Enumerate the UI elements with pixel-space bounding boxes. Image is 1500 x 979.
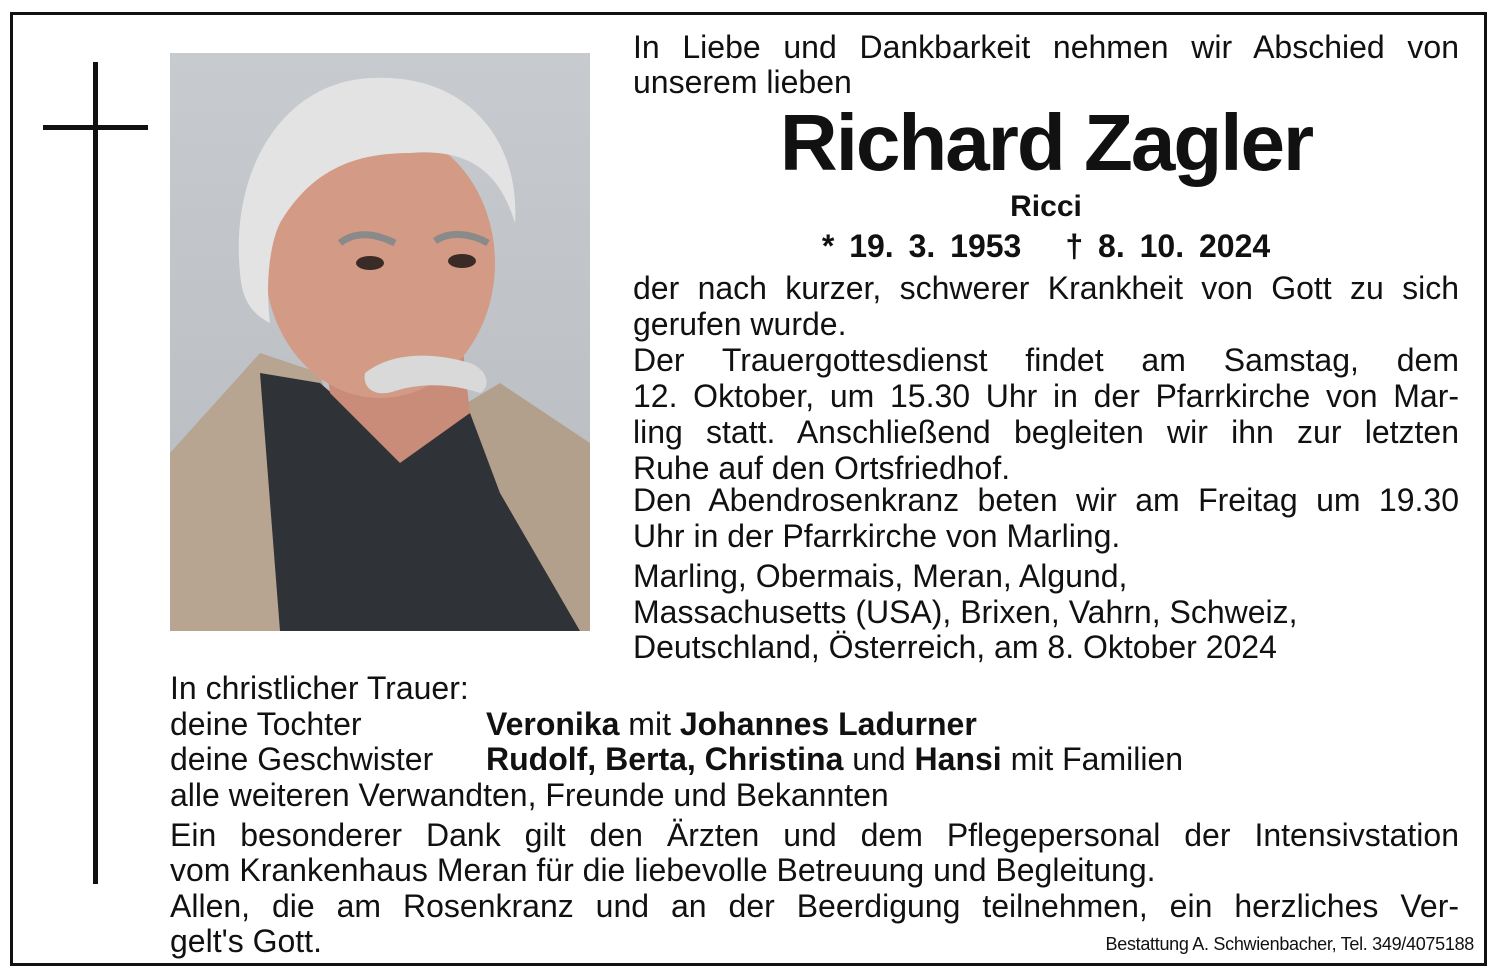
mourner-label: deine Geschwister [170,741,434,777]
thanks-line: gelt's Gott. [170,923,322,959]
life-dates [633,228,1459,265]
body-line: gerufen wurde. [633,306,847,342]
mourner-label: deine Tochter [170,706,362,742]
body-line: Ruhe auf den Ortsfriedhof. [633,450,1011,486]
body-line: 12. Oktober, um 15.30 Uhr in der Pfarrkirche von Mar- [633,378,1459,414]
portrait-photo [170,53,590,631]
mourner-others: alle weiteren Verwandten, Freunde und Bekannten [170,777,889,813]
mourner-name: Johannes Ladurner [679,706,977,742]
mourner-connector: mit [619,706,680,742]
mourner-connector: und [843,741,915,777]
body-line: ling statt. Anschließend begleiten wir ihn zur letzten [633,414,1459,450]
mourner-suffix: mit Familien [1001,741,1184,777]
body-line: Der Trauergottesdienst findet am Samstag, dem [633,342,1459,378]
death-date: † 8. 10. 2024 [1065,228,1271,264]
body-line: der nach kurzer, schwerer Krankheit von Gott zu sich [633,270,1459,306]
places-line: Marling, Obermais, Meran, Algund, [633,558,1128,594]
body-line: Den Abendrosenkranz beten wir am Freitag um 19.30 [633,482,1459,518]
mourner-row-siblings [170,741,1183,777]
places-line: Massachusetts (USA), Brixen, Vahrn, Schweiz, [633,594,1298,630]
birth-date: * 19. 3. 1953 [821,228,1022,264]
thanks-line: Allen, die am Rosenkranz und an der Beerdigung teilnehmen, ein herzliches Ver- [170,888,1459,924]
body-line: Uhr in der Pfarrkirche von Marling. [633,518,1121,554]
intro-line: unserem lieben [633,64,852,100]
places-line: Deutschland, Österreich, am 8. Oktober 2024 [633,629,1277,665]
mourner-name: Rudolf, Berta, Christina [486,741,844,777]
mourner-row-daughter [170,706,977,742]
mourners-heading: In christlicher Trauer: [170,670,469,706]
nickname: Ricci [1010,190,1082,223]
intro-line: In Liebe und Dankbarkeit nehmen wir Abschied von [633,29,1459,65]
mourner-name: Hansi [914,741,1002,777]
deceased-name: Richard Zagler [779,98,1313,187]
thanks-line: vom Krankenhaus Meran für die liebevolle Betreuung und Begleitung. [170,852,1156,888]
thanks-line: Ein besonderer Dank gilt den Ärzten und dem Pflegepersonal der Intensivstation [170,817,1459,853]
mourner-name: Veronika [486,706,620,742]
undertaker-footer: Bestattung A. Schwienbacher, Tel. 349/4075188 [1105,934,1474,954]
